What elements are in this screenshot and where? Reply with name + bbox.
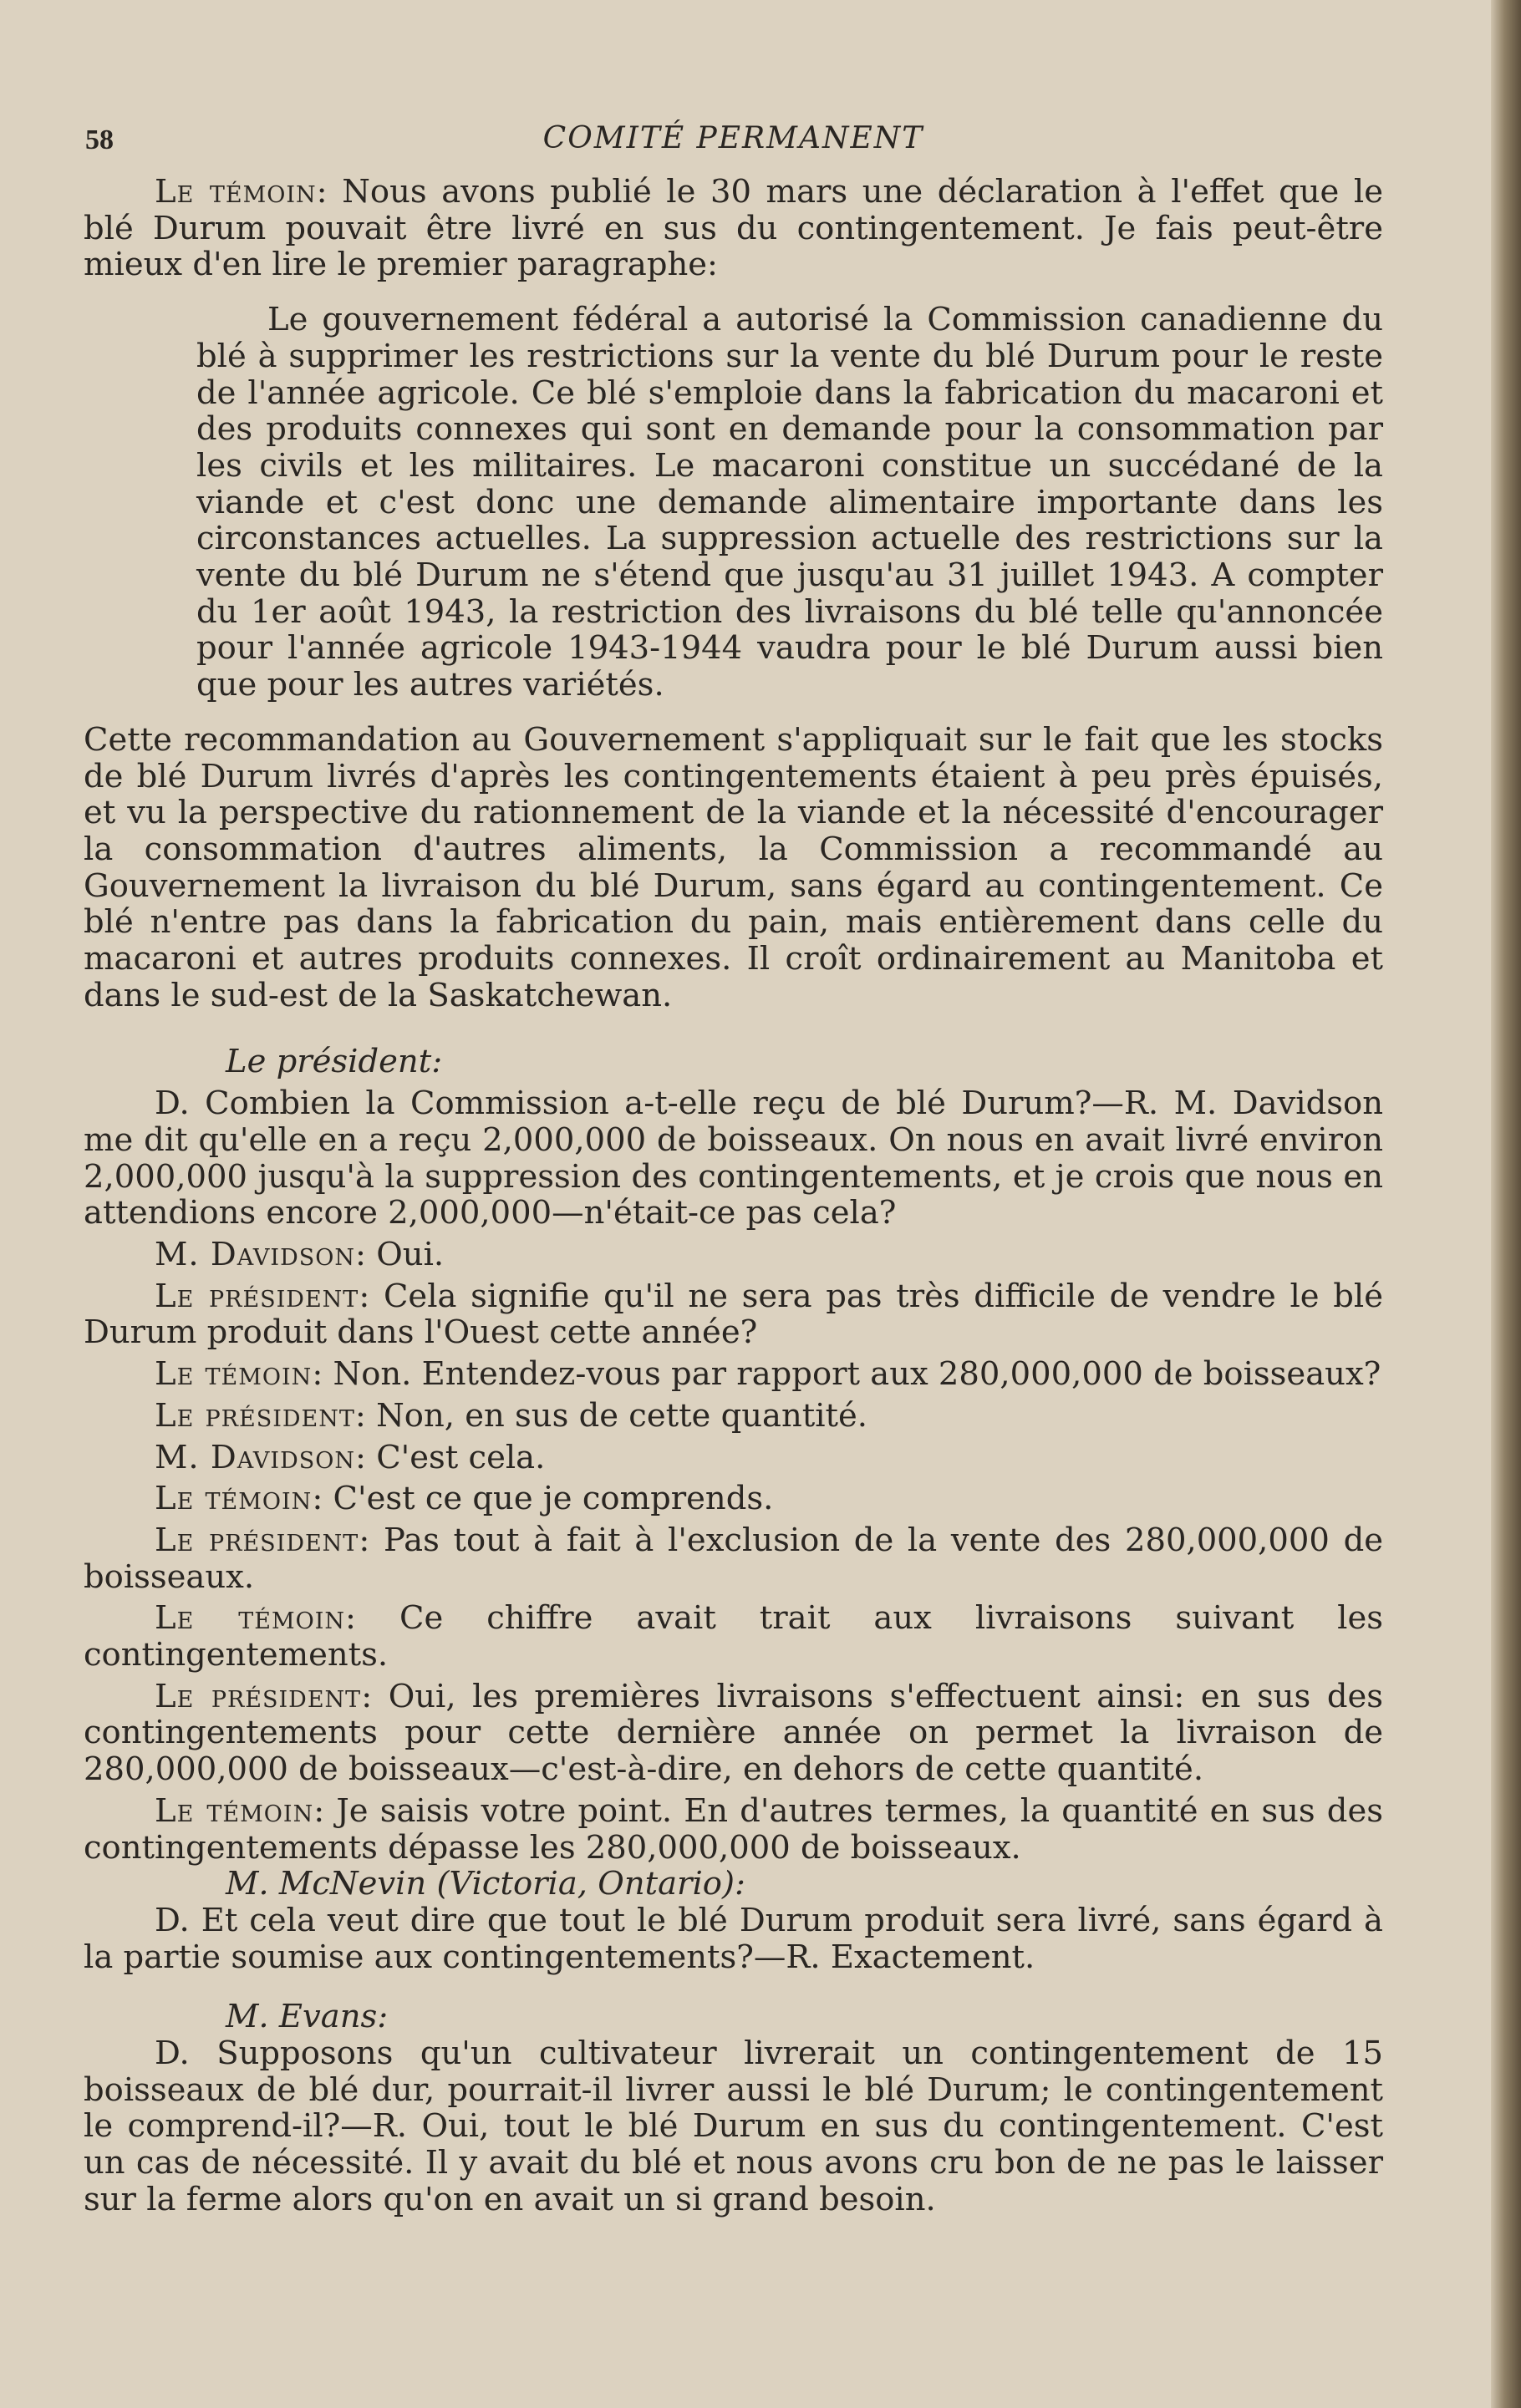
section-heading-mcnevin: M. McNevin (Victoria, Ontario):: [226, 1865, 745, 1903]
speaker-label: M. Davidson: [155, 1235, 355, 1273]
dialogue-list: [84, 1085, 1383, 1866]
dialogue-text: : C'est ce que je comprends.: [312, 1480, 774, 1518]
dialogue-item: [84, 1398, 1383, 1435]
speaker-label: M. Davidson: [155, 1438, 355, 1476]
speaker-label: Le président: [155, 1677, 362, 1715]
dialogue-item: [84, 1278, 1383, 1351]
section-heading-evans: M. Evans:: [226, 1998, 389, 2036]
page-content: [84, 115, 1383, 2218]
dialogue-item: [84, 1237, 1383, 1273]
dialogue-item: [84, 1600, 1383, 1673]
dialogue-item: [84, 1522, 1383, 1595]
section-heading-president: Le président:: [226, 1043, 443, 1081]
mcnevin-question: D. Et cela veut dire que tout le blé Durum produit sera livré, sans égard à la partie soumise aux contingentements?—R. Exactement.: [84, 1901, 1383, 1976]
dialogue-item: [84, 1679, 1383, 1788]
dialogue-item: [84, 1793, 1383, 1866]
dialogue-text: : Je saisis votre point. En d'autres termes, la quantité en sus des contingentements dépasse les 280,000,000 de boisseaux.: [84, 1791, 1383, 1867]
dialogue-text: : Non, en sus de cette quantité.: [354, 1396, 868, 1435]
evans-question: D. Supposons qu'un cultivateur livrerait un contingentement de 15 boisseaux de blé dur, pourrait-il livrer aussi le blé Durum; le contingentement le comprend-il?—R. Oui, tout le blé Durum en sus du contingentement. C'est un cas de nécessité. Il y avait du blé et nous avons cru bon de ne pas le laisser sur la ferme alors qu'on en avait un si grand besoin.: [84, 2035, 1383, 2218]
dialogue-text: : Oui.: [355, 1235, 445, 1273]
dialogue-item: [84, 1356, 1383, 1393]
speaker-label: Le témoin: [155, 1355, 313, 1394]
running-title: COMITÉ PERMANENT: [542, 121, 924, 155]
speaker-label: Le témoin: [155, 1480, 313, 1518]
explanation-paragraph: Cette recommandation au Gouvernement s'appliquait sur le fait que les stocks de blé Durum livrés d'après les contingentements étaient à peu près épuisés, et vu la perspective du rationnement de la viande et la nécessité d'encourager la consommation d'autres aliments, la Commission a recommandé au Gouvernement la livraison du blé Durum, sans égard au contingentement. Ce blé n'entre pas dans la fabrication du pain, mais entièrement dans celle du macaroni et autres produits connexes. Il croît ordinairement au Manitoba et dans le sud-est de la Saskatchewan.: [84, 720, 1383, 1014]
dialogue-text: D. Combien la Commission a-t-elle reçu de blé Durum?—R. M. Davidson me dit qu'elle en a reçu 2,000,000 de boisseaux. On nous en avait livré environ 2,000,000 jusqu'à la suppression des contingentements, et je crois que nous en attendions encore 2,000,000—n'était-ce pas cela?: [84, 1085, 1383, 1232]
dialogue-text: : Cela signifie qu'il ne sera pas très difficile de vendre le blé Durum produit dans l'Ouest cette année?: [84, 1277, 1384, 1352]
speaker-label: Le témoin: [155, 173, 317, 211]
page-number: 58: [85, 124, 114, 155]
speaker-label: Le témoin: [155, 1599, 346, 1638]
quoted-statement: Le gouvernement fédéral a autorisé la Commission canadienne du blé à supprimer les restrictions sur la vente du blé Durum pour le reste de l'année agricole. Ce blé s'emploie dans la fabrication du macaroni et des produits connexes qui sont en demande pour la consommation par les civils et les militaires. Le macaroni constitue un succédané de la viande et c'est donc une demande alimentaire importante dans les circonstances actuelles. La suppression actuelle des restrictions sur la vente du blé Durum ne s'étend que jusqu'au 31 juillet 1943. A compter du 1er août 1943, la restriction des livraisons du blé telle qu'annoncée pour l'année agricole 1943-1944 vaudra pour le blé Durum aussi bien que pour les autres variétés.: [196, 301, 1383, 704]
speaker-label: Le président: [155, 1277, 359, 1315]
dialogue-text: : Pas tout à fait à l'exclusion de la vente des 280,000,000 de boisseaux.: [84, 1521, 1383, 1596]
dialogue-text: : Non. Entendez-vous par rapport aux 280,000,000 de boisseaux?: [312, 1355, 1381, 1394]
dialogue-text: : C'est cela.: [355, 1438, 546, 1476]
dialogue-item: [84, 1085, 1383, 1232]
dialogue-text: : Oui, les premières livraisons s'effectuent ainsi: en sus des contingentements pour cette dernière année on permet la livraison de 280,000,000 de boisseaux—c'est-à-dire, en dehors de cette quantité.: [84, 1677, 1384, 1789]
intro-paragraph: [84, 174, 1383, 283]
intro-text: : Nous avons publié le 30 mars une déclaration à l'effet que le blé Durum pouvait être livré en sus du contingentement. Je fais peut-être mieux d'en lire le premier paragraphe:: [84, 173, 1383, 284]
dialogue-item: [84, 1481, 1383, 1517]
dialogue-text: : Ce chiffre avait trait aux livraisons suivant les contingentements.: [84, 1599, 1383, 1674]
speaker-label: Le président: [155, 1396, 355, 1435]
page-header: [84, 115, 1383, 165]
page-binding-edge: [1491, 0, 1521, 2408]
speaker-label: Le président: [155, 1521, 359, 1559]
speaker-label: Le témoin: [155, 1791, 314, 1830]
dialogue-item: [84, 1440, 1383, 1476]
